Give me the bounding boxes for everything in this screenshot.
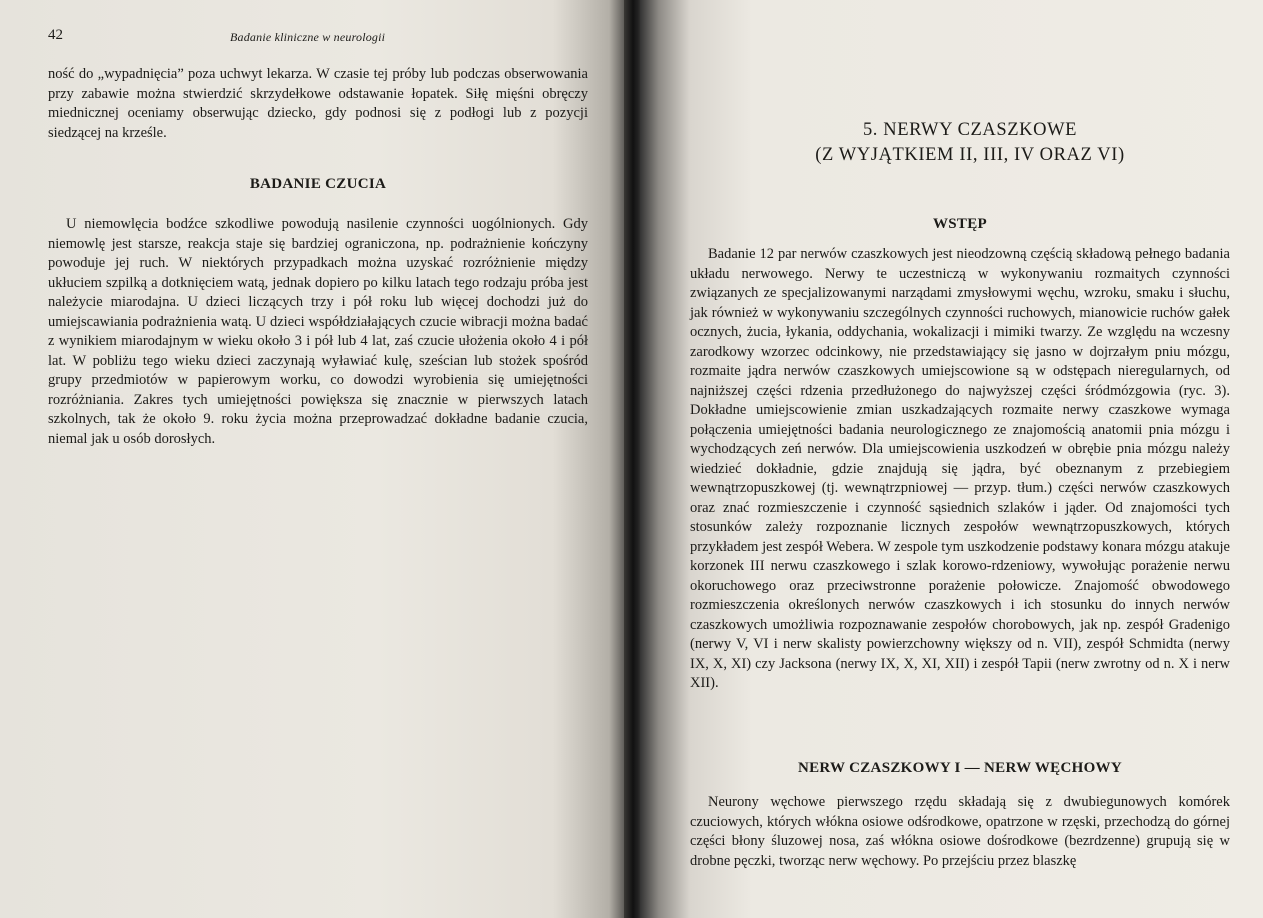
chapter-title	[730, 118, 1210, 168]
section-heading-nerw-wechowy: NERW CZASZKOWY I — NERW WĘCHOWY	[798, 760, 1122, 776]
wstep-paragraph-block	[690, 245, 1230, 694]
running-header: Badanie kliniczne w neurologii	[230, 30, 386, 44]
chapter-title-line-1: 5. NERWY CZASZKOWE	[862, 120, 1078, 140]
chapter-title-line-2: (Z WYJĄTKIEM II, III, IV ORAZ VI)	[815, 145, 1125, 165]
intro-paragraph: ność do „wypadnięcia” poza uchwyt lekarza. W czasie tej próby lub podczas obserwowania przy zabawie można stwierdzić skrzydełkowe odstawanie łopatek. Siłę mięśni obręczy miednicznej oceniamy obserwując dziecko, gdy podnosi się z podłogi lub z pozycji siedzącej na krześle.	[48, 66, 588, 141]
wstep-paragraph: Badanie 12 par nerwów czaszkowych jest nieodzowną częścią składową pełnego badania układu nerwowego. Nerwy te uczestniczą w wykonywaniu rozmaitych czynności związanych ze specjalizowanymi narządami zmysłowymi węchu, wzroku, smaku i słuchu, jak również w wykonywaniu szczególnych czynności ruchowych, mianowicie ruchów gałek ocznych, żucia, łykania, oddychania, wokalizacji i mimiki twarzy. Ze względu na wczesny zarodkowy wzorzec odcinkowy, nie przedstawiający się jasno w dojrzałym pniu mózgu, rozmaite jądra nerwów czaszkowych umiejscowione są w odstępach nieregularnych, od najniższej części rdzenia przedłużonego do najwyższej części śródmózgowia (ryc. 3). Dokładne umiejscowienie zmian uszkadzających rozmaite nerwy czaszkowe wymaga połączenia umiejętności badania neurologicznego ze znajomością anatomii pnia mózgu i wychodzących zeń nerwów. Dla umiejscowienia uszkodzeń w obrębie pnia mózgu należy wiedzieć dokładnie, gdzie znajdują się jądra, być obeznanym z przebiegiem wewnątrzopuszkowej (tj. wewnątrzpniowej — przyp. tłum.) części nerwów czaszkowych oraz znać rozmieszczenie i czynność sąsiednich szlaków i jąder. Od znajomości tych stosunków zależy rozpoznanie licznych zespołów wewnątrzopuszkowych, których przykładem jest zespół Webera. W zespole tym uszkodzenie podstawy konara mózgu atakuje korzonek III nerwu czaszkowego i szlak korowo-rdzeniowy, wywołując porażenie nerwu okoruchowego oraz przeciwstronne porażenie połowicze. Znajomość obwodowego rozmieszczenia określonych nerwów czaszkowych i ich stosunku do innych nerwów czaszkowych umożliwia rozpoznawanie zespołów chorobowych, jak np. zespół Gradenigo (nerwy V, VI i nerw skalisty powierzchowny większy od n. VII), zespół Schmidta (nerwy IX, X, XI) czy Jacksona (nerwy IX, X, XI, XII) i zespół Tapii (nerw zwrotny od n. X i nerw XII).	[690, 246, 1230, 691]
page-number: 42	[48, 27, 63, 43]
section-paragraph: U niemowlęcia bodźce szkodliwe powodują nasilenie czynności uogólnionych. Gdy niemowlę jest starsze, reakcja staje się bardziej ograniczona, np. podrażnienie kończyny powoduje jej ruch. W niektórych przypadkach można uzyskać rozróżnienie między ukłuciem szpilką a dotknięciem watą, jednak dopiero po kilku latach tego rodzaju próba jest należycie miarodajna. U dzieci liczących trzy i pół roku lub więcej dochodzi już do umiejscawiania podrażnienia watą. U dzieci współdziałających czucie wibracji można badać z wynikiem miarodajnym w wieku około 3 i pół lub 4 lat, zaś czucie ułożenia około 4 i pół lat. W pobliżu tego wieku dzieci zaczynają wyławiać kulę, sześcian lub stożek spośród grupy przedmiotów w papierowym worku, co dowodzi wyrobienia się umiejętności rozróżniania. Zakres tych umiejętności powiększa się znacznie w pierwszych latach szkolnych, tak że około 9. roku życia można przeprowadzać dokładne badanie czucia, niemal jak u osób dorosłych.	[48, 216, 588, 447]
section-paragraph-block	[48, 215, 588, 449]
intro-paragraph-block	[48, 65, 588, 143]
section-heading-wstep: WSTĘP	[932, 216, 987, 232]
left-page	[0, 0, 628, 918]
section-heading-badanie-czucia: BADANIE CZUCIA	[249, 176, 387, 192]
nerw-wechowy-paragraph-block	[690, 793, 1230, 871]
nerw-wechowy-paragraph: Neurony węchowe pierwszego rzędu składają się z dwubiegunowych komórek czuciowych, których włókna osiowe odśrodkowe, opatrzone w rzęski, przechodzą do górnej części błony śluzowej nosa, zaś włókna osiowe dośrodkowe (bezrdzenne) grupują się w drobne pęczki, tworząc nerw węchowy. Po przejściu przez blaszkę	[690, 794, 1230, 869]
